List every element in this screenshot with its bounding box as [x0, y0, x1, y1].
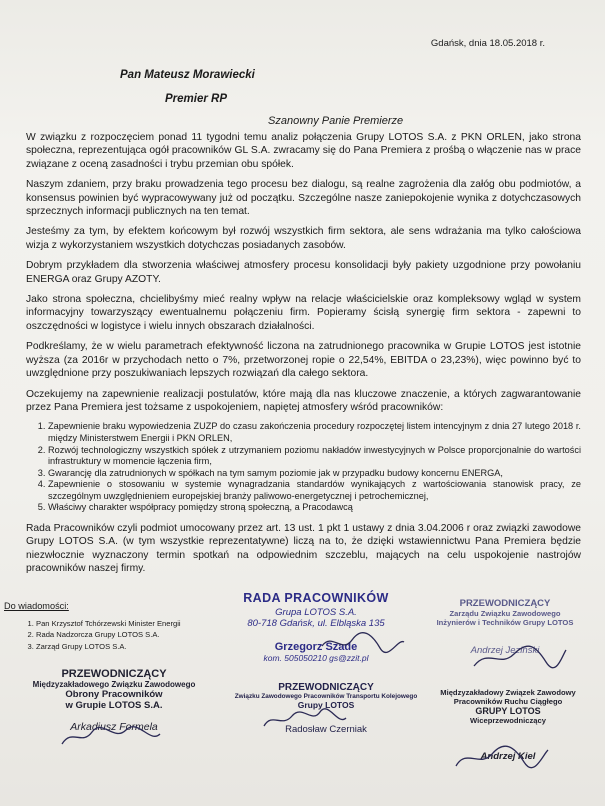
- signatory-name: Andrzej Jeziński: [470, 645, 540, 656]
- stamp-heading: RADA PRACOWNIKÓW: [243, 591, 389, 605]
- paragraph: Jako strona społeczna, chcielibyśmy mieć realny wpływ na relacje właścicielskie oraz kompleksowy wgląd w system informacyjny towarzyszący ewentualnemu połączeniu firm. Popieramy ścisłą synergię firm sektora - zapewni to oszczędności w logistyce i wielu innych obszarach działalności.: [26, 294, 581, 332]
- signatory-name: Arkadiusz Formela: [70, 721, 158, 733]
- paragraph: W związku z rozpoczęciem ponad 11 tygodni temu analiz połączenia Grupy LOTOS S.A. z PKN ORLEN, jako strona społeczna, reprezentująca ogół pracowników GL S.A. zwracamy się do Pana Premiera z prośbą o włączenie nas w prace związane z oceną zasadności i trybu przemian obu spółek.: [26, 132, 581, 170]
- stamp-line: 80-718 Gdańsk, ul. Elbląska 135: [247, 618, 385, 629]
- greeting: Szanowny Panie Premierze: [268, 115, 404, 127]
- postulate-item: 4. Zapewnienie o stosowaniu w systemie wynagradzania standardów wynikających z wartościowania stanowisk pracy, ze szczególnym uwzględnieniem europejskiej branży paliwowo-energetycznej i petrochemicznej,: [48, 479, 581, 502]
- distribution-item: 3. Zarząd Grupy LOTOS S.A.: [36, 641, 181, 652]
- signature-scribble: [260, 706, 350, 734]
- date-line: Gdańsk, dnia 18.05.2018 r.: [430, 38, 545, 49]
- stamp-line: Grupy LOTOS: [297, 700, 355, 710]
- paragraph: Oczekujemy na zapewnienie realizacji postulatów, które mają dla nas kluczowe znaczenie, a których zagwarantowanie przez Pana Premiera jest tożsame z uspokojeniem, napiętej atmosfery wśród pracowników:: [26, 388, 581, 413]
- stamp-line: Grupa LOTOS S.A.: [275, 607, 357, 618]
- distribution-list: [18, 618, 181, 652]
- signatory-name: Grzegorz Szade: [274, 641, 358, 653]
- postulate-item: 5. Właściwy charakter współpracy pomiędzy stroną społeczną, a Pracodawcą: [48, 502, 581, 514]
- addressee-title: Premier RP: [165, 93, 228, 105]
- stamp-line: Międzyzakładowego Związku Zawodowego: [32, 680, 196, 689]
- letter-body: [26, 131, 581, 583]
- stamp-line: Wiceprzewodniczący: [470, 716, 546, 725]
- postulates-list: [26, 421, 581, 514]
- paragraph: Naszym zdaniem, przy braku prowadzenia tego procesu bez dialogu, są realne zagrożenia dla załóg obu podmiotów, a konsensus powinien być wypracowywany już od początku. Szczególne nasze zaniepokojenie wynika z dotychczasowych sprzecznych informacji publicznych na ten temat.: [26, 179, 581, 218]
- signature-scribble: [318, 628, 408, 658]
- distribution-title: Do wiadomości:: [4, 601, 69, 611]
- postulate-item: 3. Gwarancję dla zatrudnionych w spółkach na tym samym poziomie jak w przypadku budowy koncernu ENERGA,: [48, 468, 581, 480]
- closing-paragraph: Rada Pracowników czyli podmiot umocowany przez art. 13 ust. 1 pkt 1 ustawy z dnia 3.04.2006 r oraz związki zawodowe Grupy LOTOS S.A. (w tym wszystkie reprezentatywne) liczą na to, że dzięki wstawiennictwu Pana Premiera będzie niezwłocznie wyznaczony termin spotkań na odpowiednim szczeblu, mających na celu uspokojenie nastrojów pracowników naszej firmy.: [26, 523, 581, 575]
- addressee-name: Pan Mateusz Morawiecki: [120, 69, 255, 81]
- stamp-line: Obrony Pracowników: [65, 689, 163, 700]
- stamp-line: Związku Zawodowego Pracowników Transportu Kolejowego: [234, 693, 418, 700]
- stamp-heading: PRZEWODNICZĄCY: [459, 598, 551, 609]
- stamp-heading: PRZEWODNICZĄCY: [61, 668, 167, 680]
- stamp-heading: PRZEWODNICZĄCY: [278, 682, 374, 693]
- signature-scribble: [470, 640, 570, 674]
- signatory-name: Andrzej Kiel: [480, 751, 536, 762]
- stamp-heading: GRUPY LOTOS: [475, 706, 541, 716]
- signatory-name: Radosław Czerniak: [285, 724, 367, 735]
- postulate-item: 2. Rozwój technologiczny wszystkich spółek z utrzymaniem poziomu nakładów inwestycyjnych w Polsce proporcjonalnie do wartości infrastruktury w momencie łączenia firm,: [48, 445, 581, 468]
- distribution-item: 1. Pan Krzysztof Tchórzewski Minister Energii: [36, 618, 181, 629]
- stamp-line: Międzyzakładowy Związek Zawodowy: [440, 688, 576, 697]
- stamp-line: w Grupie LOTOS S.A.: [65, 700, 163, 711]
- paragraph: Jesteśmy za tym, by efektem końcowym był rozwój wszystkich firm sektora, ale sens wdrażania ma tylko całościowa wizja z wykorzystaniem wszystkich dotychczas posiadanych zasobów.: [26, 226, 581, 251]
- stamp-line: Inżynierów i Techników Grupy LOTOS: [436, 618, 574, 627]
- stamp-line: Pracowników Ruchu Ciągłego: [453, 697, 563, 706]
- postulate-item: 1. Zapewnienie braku wypowiedzenia ZUZP do czasu zakończenia procedury rozpoczętej listem intencyjnym z dnia 27 lutego 2018 r. między Ministerstwem Energii i PKN ORLEN,: [48, 421, 581, 444]
- stamp-line: Zarządu Związku Zawodowego: [449, 609, 561, 618]
- paragraph: Podkreślamy, że w wielu parametrach efektywność liczona na zatrudnionego pracownika w Grupie LOTOS jest istotnie wyższa (za 2016r w przychodach netto o 7%, przetworzonej ropie o 22,54%, EBITDA o 23,23%), więc powinno być to uwzględnione przy poszukiwaniach lepszych rozwiązań dla całego sektora.: [26, 341, 581, 380]
- paragraph: Dobrym przykładem dla stworzenia właściwej atmosfery procesu konsolidacji były pakiety uzgodnione przy powołaniu ENERGA oraz Grupy AZOTY.: [26, 260, 581, 285]
- signature-scribble: [452, 742, 552, 774]
- distribution-item: 2. Rada Nadzorcza Grupy LOTOS S.A.: [36, 629, 181, 640]
- signatory-contact: kom. 505050210 gs@zzit.pl: [263, 653, 369, 663]
- signature-scribble: [56, 722, 166, 752]
